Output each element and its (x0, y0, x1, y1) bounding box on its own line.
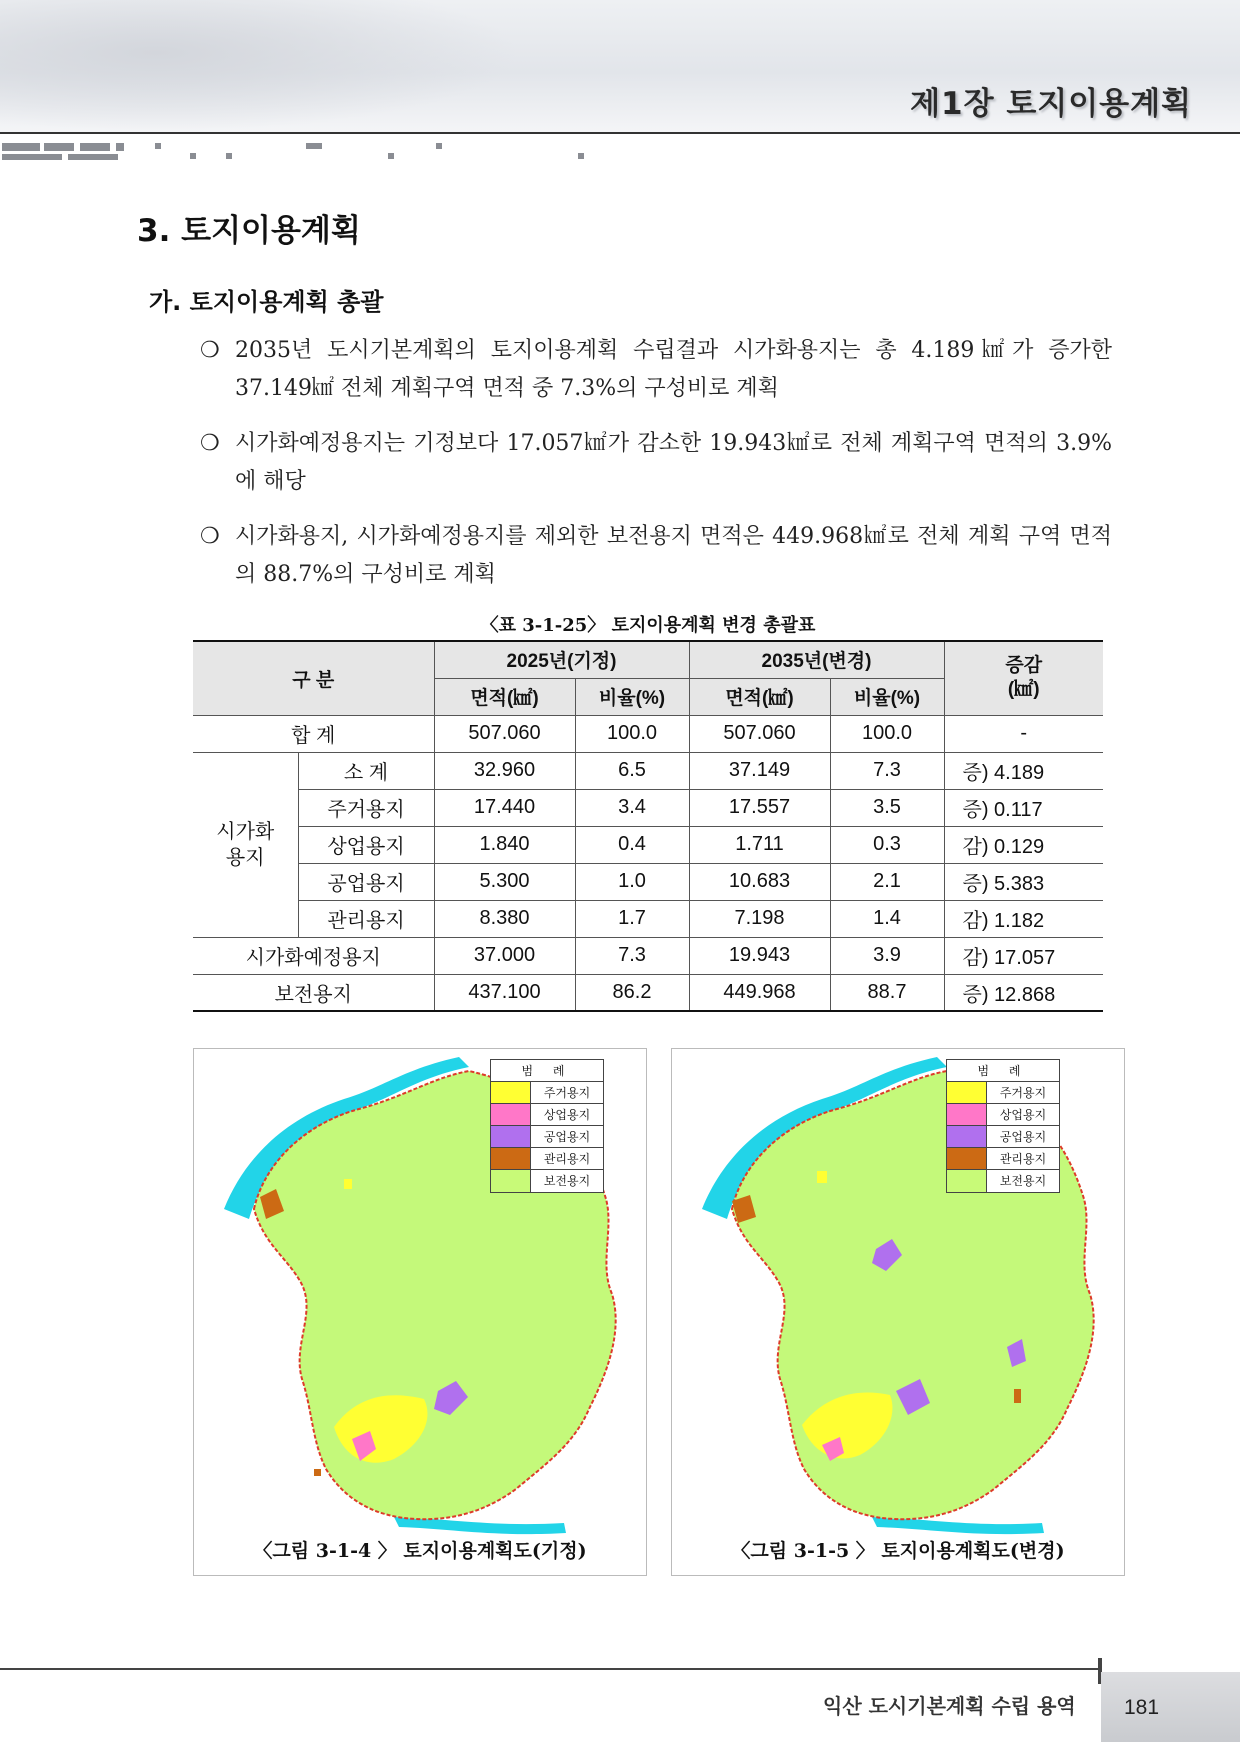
cell: 5.300 (434, 863, 575, 900)
bullet-text: 시가화용지, 시가화예정용지를 제외한 보전용지 면적은 449.968㎢로 전체 계획 구역 면적의 88.7%의 구성비로 계획 (235, 524, 1112, 587)
management-zone (314, 1469, 321, 1476)
page-number: 181 (1124, 1696, 1160, 1719)
cell: 감) 1.182 (944, 900, 1103, 937)
footer-rule (0, 1668, 1100, 1670)
row-label: 상업용지 (298, 826, 434, 863)
legend-swatch (947, 1170, 987, 1192)
row-label: 주거용지 (298, 789, 434, 826)
cell: 증) 0.117 (944, 789, 1103, 826)
map-legend (490, 1059, 604, 1193)
legend-title: 범 례 (491, 1060, 603, 1082)
header-2025: 2025년(기정) (434, 641, 689, 678)
legend-title: 범 례 (947, 1060, 1059, 1082)
cell: 1.0 (575, 863, 689, 900)
residential-zone (344, 1179, 352, 1189)
table-row (193, 974, 1103, 1011)
page-number-box (1101, 1672, 1240, 1742)
legend-item (947, 1082, 1059, 1104)
map-legend (946, 1059, 1060, 1193)
cell: 86.2 (575, 974, 689, 1011)
bullet-item (200, 518, 1112, 594)
legend-item (491, 1170, 603, 1192)
header-ratio: 비율(%) (830, 678, 944, 715)
cell: 0.3 (830, 826, 944, 863)
cell: 88.7 (830, 974, 944, 1011)
cell: 17.557 (689, 789, 830, 826)
section-title: 3. 토지이용계획 (137, 213, 361, 249)
legend-item (947, 1104, 1059, 1126)
circle-bullet-icon: ❍ (200, 431, 220, 456)
circle-bullet-icon: ❍ (200, 338, 220, 363)
cell: 100.0 (830, 715, 944, 752)
legend-label: 상업용지 (543, 1108, 591, 1122)
legend-swatch (491, 1082, 531, 1103)
row-label: 소 계 (298, 752, 434, 789)
legend-label: 상업용지 (999, 1108, 1047, 1122)
row-label: 공업용지 (298, 863, 434, 900)
legend-swatch (491, 1170, 531, 1192)
footer-title: 익산 도시기본계획 수립 용역 (823, 1694, 1076, 1718)
residential-zone (817, 1171, 827, 1183)
cell: 10.683 (689, 863, 830, 900)
cell: 3.4 (575, 789, 689, 826)
legend-label: 주거용지 (999, 1086, 1047, 1100)
legend-label: 주거용지 (543, 1086, 591, 1100)
cell: 32.960 (434, 752, 575, 789)
land-use-summary-table (193, 640, 1103, 1012)
legend-item (491, 1126, 603, 1148)
legend-label: 관리용지 (543, 1152, 591, 1166)
urban-group-label: 시가화 용지 (193, 752, 298, 937)
legend-item (491, 1104, 603, 1126)
table-row (193, 863, 1103, 900)
legend-swatch (947, 1126, 987, 1147)
bullet-text: 2035년 도시기본계획의 토지이용계획 수립결과 시가화용지는 총 4.189㎢가 증가한 37.149㎢ 전체 계획구역 면적 중 7.3%의 구성비로 계획 (235, 338, 1112, 401)
cell: 감) 0.129 (944, 826, 1103, 863)
cell: 1.7 (575, 900, 689, 937)
row-label: 시가화예정용지 (193, 937, 434, 974)
table-row (193, 937, 1103, 974)
legend-swatch (491, 1104, 531, 1125)
legend-item (491, 1148, 603, 1170)
cell: 증) 5.383 (944, 863, 1103, 900)
cell: 증) 12.868 (944, 974, 1103, 1011)
bullet-item (200, 425, 1112, 501)
cell: - (944, 715, 1103, 752)
header-category: 구 분 (193, 641, 434, 715)
cell: 37.000 (434, 937, 575, 974)
circle-bullet-icon: ❍ (200, 524, 220, 549)
legend-label: 보전용지 (999, 1174, 1047, 1188)
row-label: 관리용지 (298, 900, 434, 937)
header-2035: 2035년(변경) (689, 641, 944, 678)
legend-label: 관리용지 (999, 1152, 1047, 1166)
cell: 7.3 (830, 752, 944, 789)
legend-item (947, 1170, 1059, 1192)
cell: 증) 4.189 (944, 752, 1103, 789)
bullet-item (200, 332, 1112, 408)
row-label: 보전용지 (193, 974, 434, 1011)
map-figure-existing (193, 1048, 647, 1576)
table-row (193, 715, 1103, 752)
cell: 2.1 (830, 863, 944, 900)
table-row (193, 826, 1103, 863)
cell: 1.840 (434, 826, 575, 863)
legend-swatch (947, 1082, 987, 1103)
cell: 437.100 (434, 974, 575, 1011)
legend-label: 공업용지 (999, 1130, 1047, 1144)
header-ratio: 비율(%) (575, 678, 689, 715)
legend-swatch (947, 1104, 987, 1125)
cell: 3.5 (830, 789, 944, 826)
cell: 19.943 (689, 937, 830, 974)
legend-label: 보전용지 (543, 1174, 591, 1188)
figure-caption: 〈그림 3-1-5 〉 토지이용계획도(변경) (731, 1540, 1065, 1562)
subsection-title: 가. 토지이용계획 총괄 (149, 288, 384, 316)
map-figure-revised (671, 1048, 1125, 1576)
table-caption: 〈표 3-1-25〉 토지이용계획 변경 총괄표 (480, 615, 816, 636)
legend-swatch (491, 1126, 531, 1147)
legend-item (947, 1148, 1059, 1170)
header-change: 증감 (㎢) (944, 641, 1103, 715)
cell: 6.5 (575, 752, 689, 789)
cell: 0.4 (575, 826, 689, 863)
chapter-title: 제1장 토지이용계획 (910, 86, 1192, 122)
table-header-row (193, 641, 1103, 678)
cell: 7.198 (689, 900, 830, 937)
header-dot-pattern (0, 141, 600, 163)
cell: 507.060 (689, 715, 830, 752)
bullet-list (200, 332, 1112, 611)
header-decoration (0, 0, 520, 132)
table-row (193, 789, 1103, 826)
page-header (0, 0, 1240, 170)
legend-swatch (491, 1148, 531, 1169)
bullet-text: 시가화예정용지는 기정보다 17.057㎢가 감소한 19.943㎢로 전체 계획구역 면적의 3.9%에 해당 (235, 431, 1112, 494)
legend-item (491, 1082, 603, 1104)
cell: 1.4 (830, 900, 944, 937)
cell: 8.380 (434, 900, 575, 937)
legend-item (947, 1126, 1059, 1148)
row-label: 합 계 (193, 715, 434, 752)
cell: 17.440 (434, 789, 575, 826)
header-area: 면적(㎢) (689, 678, 830, 715)
cell: 507.060 (434, 715, 575, 752)
legend-label: 공업용지 (543, 1130, 591, 1144)
cell: 1.711 (689, 826, 830, 863)
cell: 449.968 (689, 974, 830, 1011)
header-area: 면적(㎢) (434, 678, 575, 715)
cell: 3.9 (830, 937, 944, 974)
management-zone (1014, 1389, 1021, 1403)
cell: 100.0 (575, 715, 689, 752)
table-row (193, 900, 1103, 937)
figure-caption: 〈그림 3-1-4 〉 토지이용계획도(기정) (253, 1540, 587, 1562)
cell: 37.149 (689, 752, 830, 789)
table-row (193, 752, 1103, 789)
header-rule (0, 132, 1240, 134)
legend-swatch (947, 1148, 987, 1169)
cell: 7.3 (575, 937, 689, 974)
cell: 감) 17.057 (944, 937, 1103, 974)
